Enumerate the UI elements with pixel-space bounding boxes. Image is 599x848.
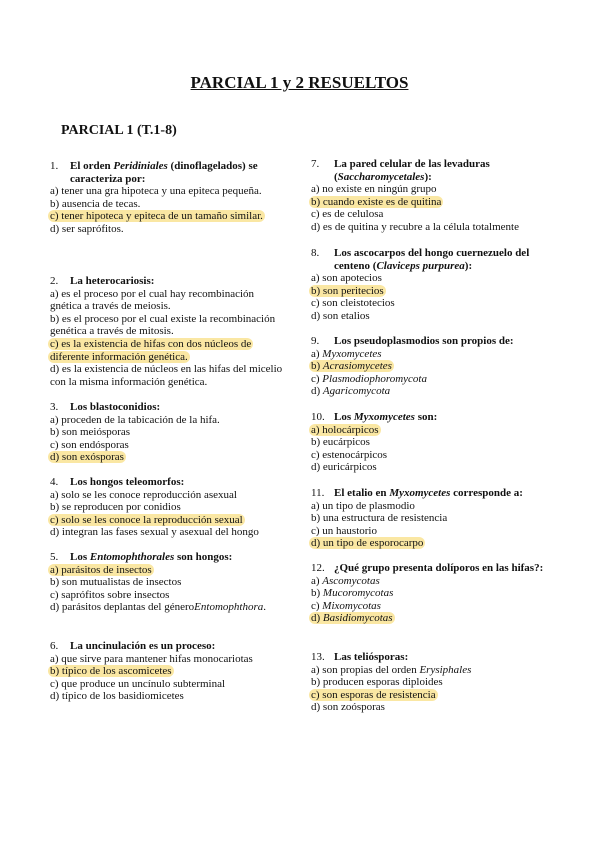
answer-option: a) proceden de la tabicación de la hifa. <box>50 413 220 426</box>
question-6 <box>50 640 288 703</box>
answer-option: d) típico de los basidiomicetes <box>50 690 184 703</box>
question-text: Los Myxomycetes son: <box>334 411 438 423</box>
answer-option: c) un haustorio <box>311 524 377 537</box>
question-text: Los hongos teleomorfos: <box>70 476 185 488</box>
question-number: 10. <box>311 411 325 423</box>
correct-answer-option: b) Acrasiomycetes <box>311 360 392 373</box>
correct-answer-option: d) un tipo de esporocarpo <box>311 537 424 550</box>
question-3 <box>50 401 288 464</box>
answer-option: c) son endósporas <box>50 438 129 451</box>
question-7 <box>311 158 556 234</box>
answer-option: a) un tipo de plasmodio <box>311 499 415 512</box>
question-8 <box>311 247 556 323</box>
answer-option: d) parásitos deplantas del géneroEntomophthora. <box>50 601 266 614</box>
question-text: La uncinulación es un proceso: <box>70 640 216 652</box>
answer-option: a) solo se les conoce reproducción asexual <box>50 488 237 501</box>
correct-answer-option: c) tener hipoteca y epiteca de un tamaño similar. <box>50 210 263 223</box>
question-text: Los Entomophthorales son hongos: <box>70 551 233 563</box>
page-title: PARCIAL 1 y 2 RESUELTOS <box>190 73 409 92</box>
answer-option: a) son apotecios <box>311 272 382 285</box>
correct-answer-option: c) es la existencia de hifas con dos núcleos de diferente información genética. <box>50 337 252 363</box>
question-5 <box>50 551 288 614</box>
answer-option: d) son zoósporas <box>311 701 385 714</box>
answer-option: d) es la existencia de núcleos en las hifas del micelio con la misma información genética. <box>50 363 283 388</box>
correct-answer-option: b) cuando existe es de quitina <box>311 195 442 208</box>
question-number: 7. <box>311 158 320 170</box>
question-text: Los blastoconidios: <box>70 401 161 413</box>
section-title: PARCIAL 1 (T.1-8) <box>61 123 177 138</box>
answer-option: a) tener una gra hipoteca y una epiteca pequeña. <box>50 185 262 198</box>
answer-option: c) Mixomycotas <box>311 599 381 612</box>
answer-option: d) euricárpicos <box>311 461 377 474</box>
question-number: 5. <box>50 551 59 563</box>
answer-option: b) eucárpicos <box>311 436 370 449</box>
question-number: 12. <box>311 562 325 574</box>
answer-option: a) que sirve para mantener hifas monocariotas <box>50 652 253 665</box>
question-4 <box>50 476 288 539</box>
correct-answer-option: a) holocárpicos <box>311 423 379 436</box>
answer-option: d) ser saprófitos. <box>50 222 124 235</box>
answer-option: b) son mutualistas de insectos <box>50 576 182 589</box>
question-number: 13. <box>311 651 325 663</box>
answer-option: b) producen esporas diploides <box>311 676 443 689</box>
answer-option: d) Agaricomycota <box>311 385 391 398</box>
question-11 <box>311 487 556 550</box>
answer-option: b) son meiósporas <box>50 426 131 439</box>
question-number: 2. <box>50 275 59 287</box>
question-10 <box>311 411 556 474</box>
correct-answer-option: d) Basidiomycotas <box>311 612 393 625</box>
answer-option: d) es de quitina y recubre a la célula totalmente <box>311 220 519 233</box>
correct-answer-option: a) parásitos de insectos <box>50 563 152 576</box>
answer-option: a) Ascomycotas <box>311 574 380 587</box>
question-text: La heterocariosis: <box>70 275 155 287</box>
question-text: Los ascocarpos del hongo cuernezuelo del centeno (Claviceps purpurea): <box>334 247 530 272</box>
answer-option: a) no existe en ningún grupo <box>311 183 437 196</box>
question-text: Los pseudoplasmodios son propios de: <box>334 335 514 347</box>
correct-answer-option: c) son esporas de resistencia <box>311 688 436 701</box>
question-number: 9. <box>311 335 320 347</box>
answer-option: c) que produce un uncínulo subterminal <box>50 677 226 690</box>
question-text: El etalio en Myxomycetes corresponde a: <box>334 487 523 499</box>
answer-option: d) integran las fases sexual y asexual del hongo <box>50 526 259 539</box>
answer-option: b) se reproducen por conidios <box>50 501 181 514</box>
question-text: ¿Qué grupo presenta dolíporos en las hifas?: <box>334 562 544 574</box>
answer-option: b) es el proceso por el cual existe la recombinación genética a través de mitosis. <box>50 312 276 338</box>
answer-option: b) ausencia de tecas. <box>50 197 141 210</box>
correct-answer-option: b) típico de los ascomicetes <box>50 665 172 678</box>
question-2 <box>50 275 288 388</box>
question-text: La pared celular de las levaduras (Saccharomycetales): <box>334 158 490 183</box>
correct-answer-option: d) son exósporas <box>50 451 124 464</box>
answer-option: c) son cleistotecios <box>311 297 395 310</box>
question-text: Las teliósporas: <box>334 651 409 663</box>
question-number: 6. <box>50 640 59 652</box>
question-number: 11. <box>311 487 325 499</box>
question-13 <box>311 651 556 714</box>
question-number: 8. <box>311 247 320 259</box>
answer-option: a) Myxomycetes <box>311 347 382 360</box>
answer-option: b) Mucoromycotas <box>311 587 394 600</box>
question-text: El orden Peridiniales (dinoflagelados) se caracteriza por: <box>70 160 258 185</box>
answer-option: c) saprófitos sobre insectos <box>50 588 170 601</box>
question-number: 3. <box>50 401 59 413</box>
question-9 <box>311 335 556 398</box>
answer-option: b) una estructura de resistencia <box>311 512 448 525</box>
answer-option: d) son etalios <box>311 309 370 322</box>
correct-answer-option: b) son peritecios <box>311 284 384 297</box>
answer-option: a) son propias del orden Erysiphales <box>311 663 472 676</box>
answer-option: c) Plasmodiophoromycota <box>311 372 427 385</box>
answer-option: a) es el proceso por el cual hay recombinación gnética a través de meiosis. <box>50 287 255 313</box>
question-12 <box>311 562 556 625</box>
answer-option: c) estenocárpicos <box>311 448 388 461</box>
question-number: 4. <box>50 476 59 488</box>
question-number: 1. <box>50 160 59 172</box>
correct-answer-option: c) solo se les conoce la reproducción sexual <box>50 513 243 526</box>
answer-option: c) es de celulosa <box>311 208 384 221</box>
question-1 <box>50 160 288 236</box>
